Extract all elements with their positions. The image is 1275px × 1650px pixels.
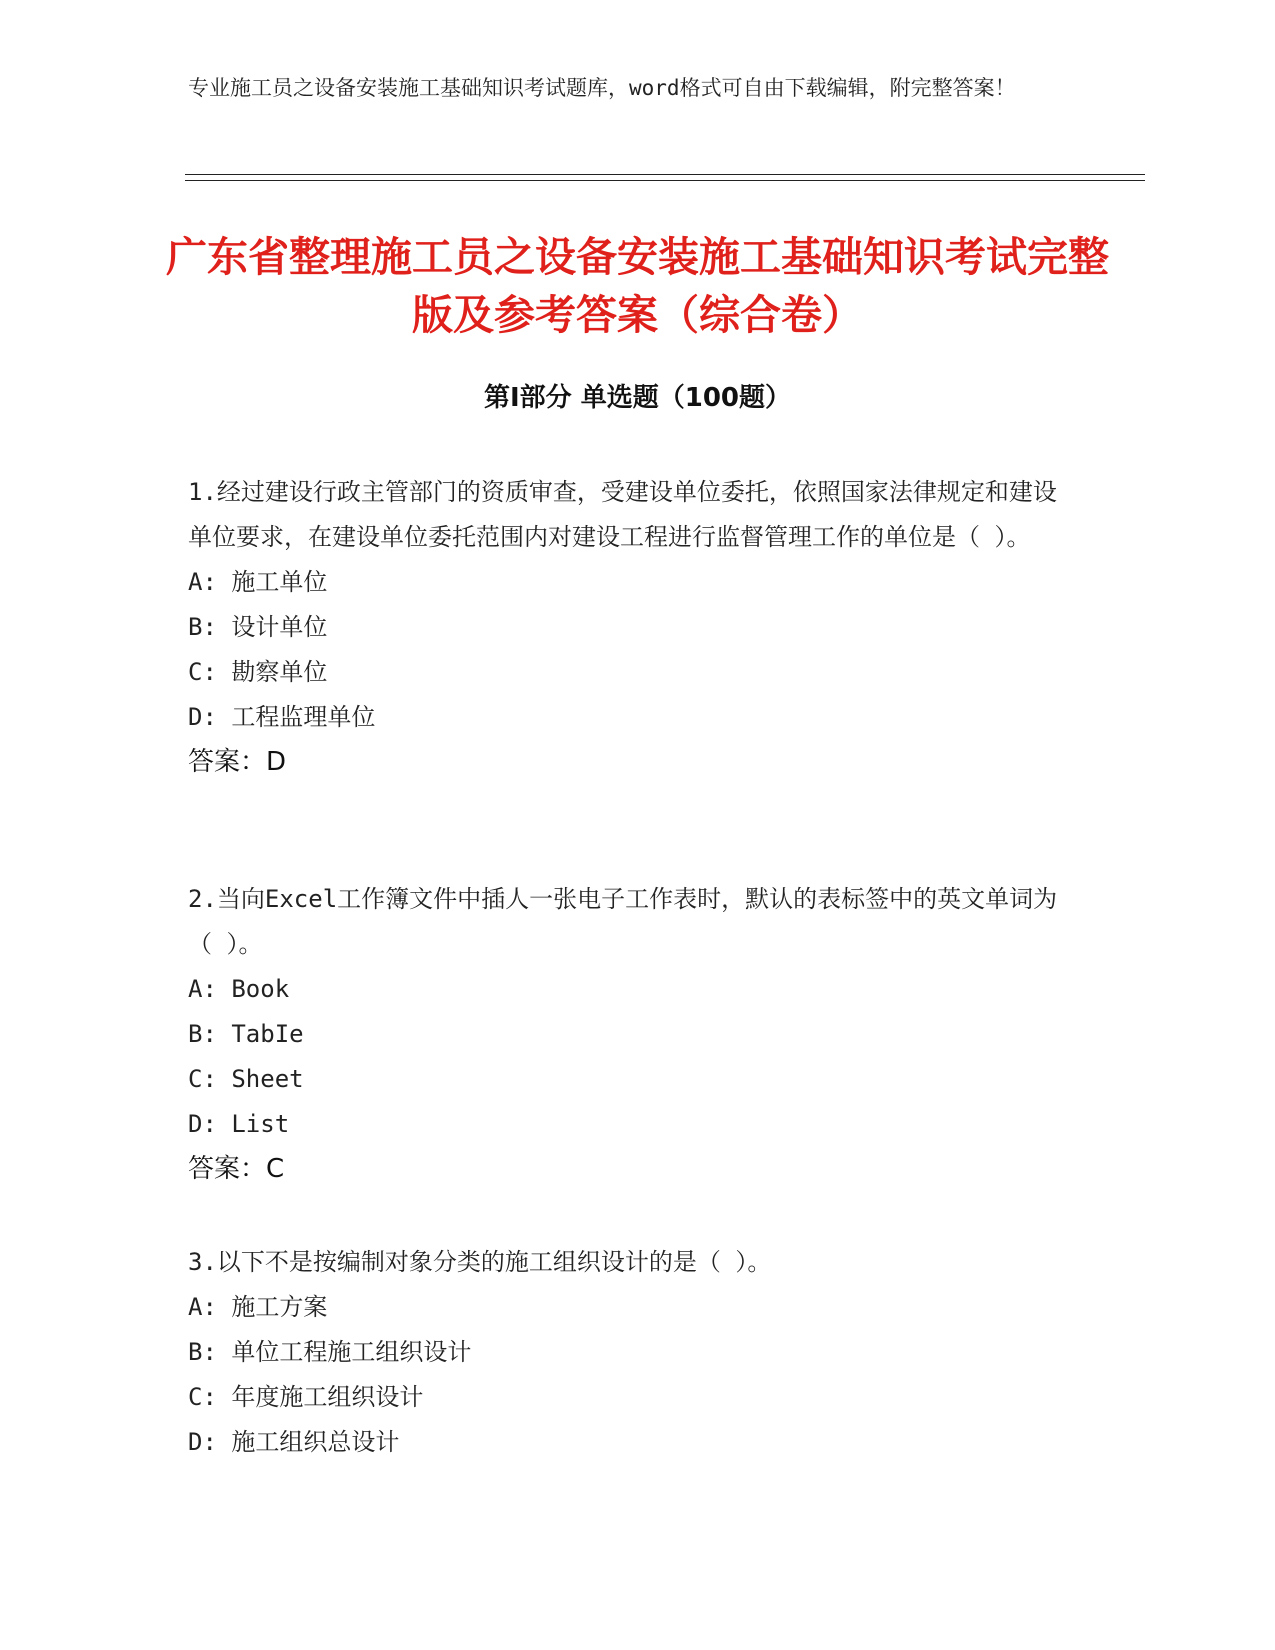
answer-label: 答案：C [188, 1154, 285, 1184]
header-note: 专业施工员之设备安装施工基础知识考试题库，word格式可自由下载编辑，附完整答案！ [188, 76, 1016, 100]
option-c: C: Sheet [188, 1065, 304, 1093]
question-stem: 1.经过建设行政主管部门的资质审查，受建设单位委托，依照国家法律规定和建设单位要求，在建设单位委托范围内对建设工程进行监督管理工作的单位是（ ）。 [188, 478, 1057, 551]
question-stem: 2.当向Excel工作簿文件中插人一张电子工作表时，默认的表标签中的英文单词为（ ）。 [188, 885, 1058, 958]
option-a: A: 施工单位 [188, 568, 328, 596]
option-b: B: 单位工程施工组织设计 [188, 1338, 472, 1366]
option-d: D: 工程监理单位 [188, 703, 376, 731]
header-divider-bottom [185, 180, 1145, 181]
answer-label: 答案：D [188, 747, 287, 777]
option-a: A: 施工方案 [188, 1293, 328, 1321]
header-divider-top [185, 174, 1145, 175]
option-c: C: 勘察单位 [188, 658, 328, 686]
option-c: C: 年度施工组织设计 [188, 1383, 424, 1411]
option-b: B: 设计单位 [188, 613, 328, 641]
question-3 [188, 1240, 1068, 1465]
option-a: A: Book [188, 975, 290, 1003]
question-2 [188, 877, 1068, 1191]
question-stem: 3.以下不是按编制对象分类的施工组织设计的是（ ）。 [188, 1248, 772, 1276]
document-title: 广东省整理施工员之设备安装施工基础知识考试完整版及参考答案（综合卷） [166, 233, 1109, 339]
option-b: B: TabIe [188, 1020, 304, 1048]
option-d: D: 施工组织总设计 [188, 1428, 400, 1456]
section-title: 第Ⅰ部分 单选题（100题） [484, 383, 791, 413]
question-1 [188, 470, 1068, 784]
option-d: D: List [188, 1110, 290, 1138]
